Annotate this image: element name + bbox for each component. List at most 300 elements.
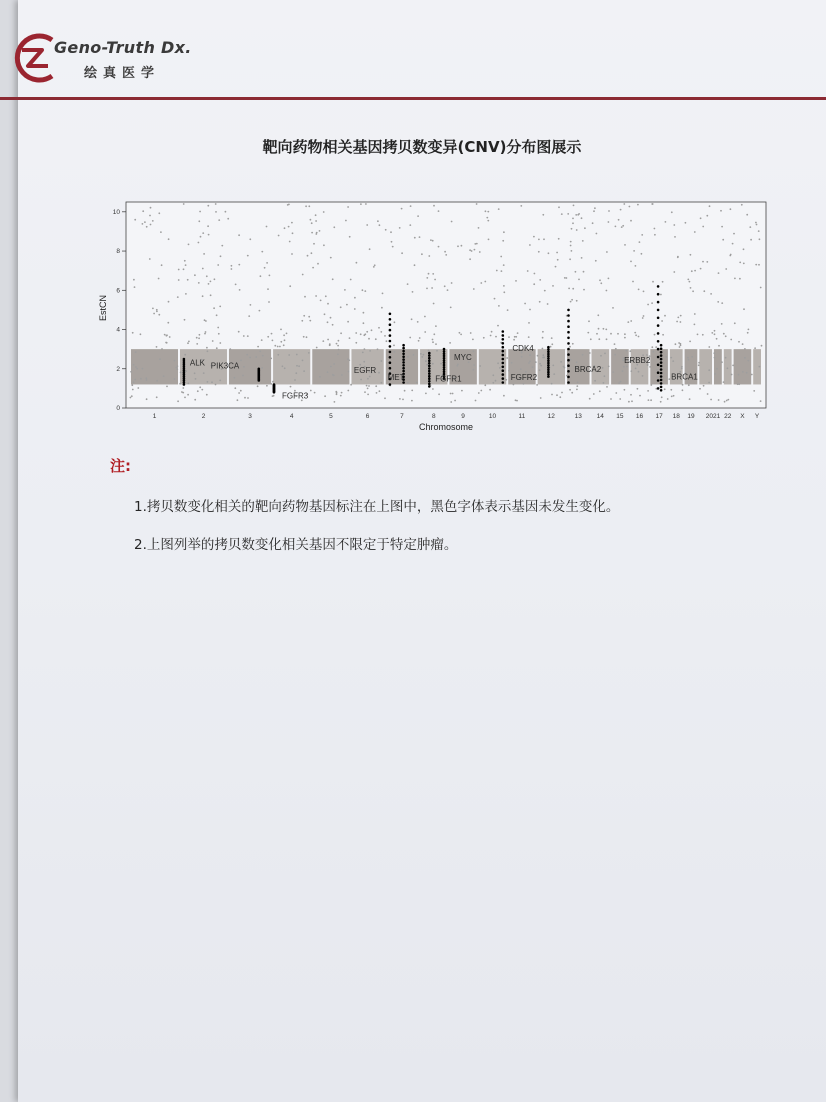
background-point: [703, 385, 705, 387]
background-point: [201, 389, 203, 391]
background-point: [694, 324, 696, 326]
background-point: [734, 278, 736, 280]
background-point: [608, 221, 610, 223]
background-point: [259, 351, 261, 353]
background-point: [664, 315, 666, 317]
cnv-scatter-plot: [80, 190, 770, 440]
background-point: [368, 385, 370, 387]
gene-point: [567, 376, 570, 379]
background-point: [130, 371, 132, 373]
background-point: [312, 267, 314, 269]
background-point: [239, 289, 241, 291]
gene-point: [567, 381, 570, 384]
background-point: [146, 226, 148, 228]
background-point: [476, 243, 478, 245]
gene-point: [502, 334, 505, 337]
background-point: [692, 290, 694, 292]
background-point: [135, 366, 137, 368]
background-point: [196, 337, 198, 339]
background-point: [709, 205, 711, 207]
background-point: [420, 353, 422, 355]
background-point: [679, 346, 681, 348]
background-point: [551, 343, 553, 345]
background-point: [218, 333, 220, 335]
background-point: [478, 392, 480, 394]
background-point: [203, 372, 205, 374]
background-point: [675, 343, 677, 345]
background-point: [261, 367, 263, 369]
background-point: [296, 365, 298, 367]
background-point: [411, 390, 413, 392]
x-tick-label: 4: [289, 413, 294, 420]
background-point: [677, 256, 679, 258]
background-point: [702, 334, 704, 336]
gene-label: MYC: [454, 352, 472, 362]
background-point: [487, 220, 489, 222]
background-point: [743, 308, 745, 310]
background-point: [399, 227, 401, 229]
gene-point: [657, 356, 660, 359]
background-point: [489, 389, 491, 391]
background-point: [380, 331, 382, 333]
background-point: [303, 370, 305, 372]
background-point: [652, 281, 654, 283]
background-point: [723, 381, 725, 383]
background-point: [761, 345, 763, 347]
background-point: [257, 385, 259, 387]
background-point: [702, 226, 704, 228]
background-point: [428, 255, 430, 257]
background-point: [542, 337, 544, 339]
background-point: [218, 219, 220, 221]
background-point: [507, 309, 509, 311]
background-point: [475, 400, 477, 402]
background-point: [751, 374, 753, 376]
background-point: [714, 357, 716, 359]
gene-point: [567, 364, 570, 367]
background-point: [146, 379, 148, 381]
background-point: [262, 355, 264, 357]
gene-point: [389, 367, 392, 370]
background-point: [332, 324, 334, 326]
gene-point: [657, 364, 660, 367]
background-point: [592, 222, 594, 224]
background-point: [301, 320, 303, 322]
background-point: [418, 340, 420, 342]
background-point: [730, 339, 732, 341]
background-point: [583, 271, 585, 273]
background-point: [700, 217, 702, 219]
background-point: [626, 366, 628, 368]
gene-point: [402, 347, 405, 350]
background-point: [210, 294, 212, 296]
background-point: [267, 288, 269, 290]
background-point: [661, 320, 663, 322]
background-point: [660, 401, 662, 403]
gene-point: [567, 359, 570, 362]
x-tick-label: 5: [329, 413, 333, 420]
background-point: [273, 395, 275, 397]
background-point: [614, 343, 616, 345]
background-point: [424, 331, 426, 333]
background-point: [327, 339, 329, 341]
gene-point: [258, 368, 261, 371]
background-point: [691, 356, 693, 358]
background-point: [503, 231, 505, 233]
background-point: [556, 252, 558, 254]
gene-point: [402, 364, 405, 367]
background-point: [393, 345, 395, 347]
background-point: [158, 314, 160, 316]
background-point: [488, 239, 490, 241]
background-point: [567, 213, 569, 215]
background-point: [670, 389, 672, 391]
background-point: [582, 354, 584, 356]
background-point: [277, 354, 279, 356]
background-point: [379, 390, 381, 392]
chromosome-band: [650, 349, 668, 384]
x-tick-label: 12: [547, 413, 555, 420]
background-point: [548, 252, 550, 254]
background-point: [539, 363, 541, 365]
background-point: [680, 315, 682, 317]
background-point: [602, 367, 604, 369]
background-point: [478, 227, 480, 229]
gene-point: [402, 350, 405, 353]
background-point: [246, 354, 248, 356]
background-point: [628, 401, 630, 403]
background-point: [743, 248, 745, 250]
background-point: [624, 337, 626, 339]
background-point: [250, 304, 252, 306]
background-point: [732, 243, 734, 245]
background-point: [433, 333, 435, 335]
background-point: [271, 333, 273, 335]
background-point: [345, 220, 347, 222]
background-point: [533, 283, 535, 285]
background-point: [461, 245, 463, 247]
gene-point: [657, 324, 660, 327]
background-point: [697, 334, 699, 336]
background-point: [320, 300, 322, 302]
background-point: [367, 394, 369, 396]
background-point: [272, 340, 274, 342]
background-point: [710, 293, 712, 295]
background-point: [183, 203, 185, 205]
background-point: [569, 346, 571, 348]
background-point: [375, 338, 377, 340]
x-tick-label: 10: [488, 413, 497, 420]
background-point: [298, 365, 300, 367]
background-point: [732, 365, 734, 367]
background-point: [614, 354, 616, 356]
background-point: [725, 268, 727, 270]
background-point: [469, 258, 471, 260]
background-point: [221, 245, 223, 247]
background-point: [363, 322, 365, 324]
background-point: [744, 348, 746, 350]
background-point: [515, 336, 517, 338]
background-point: [698, 364, 700, 366]
chromosome-band: [699, 349, 712, 384]
background-point: [426, 288, 428, 290]
background-point: [327, 371, 329, 373]
background-point: [327, 321, 329, 323]
x-tick-label: 16: [635, 413, 644, 420]
background-point: [627, 321, 629, 323]
background-point: [261, 339, 263, 341]
background-point: [364, 348, 366, 350]
background-point: [662, 281, 664, 283]
background-point: [348, 359, 350, 361]
background-point: [529, 354, 531, 356]
gene-label: MET: [387, 372, 405, 382]
background-point: [204, 319, 206, 321]
background-point: [434, 279, 436, 281]
background-point: [362, 289, 364, 291]
background-point: [503, 285, 505, 287]
background-point: [551, 337, 553, 339]
background-point: [349, 337, 351, 339]
gene-point: [567, 320, 570, 323]
background-point: [261, 251, 263, 253]
background-point: [184, 354, 186, 356]
background-point: [688, 384, 690, 386]
background-point: [521, 356, 523, 358]
background-point: [654, 228, 656, 230]
background-point: [187, 342, 189, 344]
background-point: [635, 334, 637, 336]
background-point: [207, 381, 209, 383]
background-point: [166, 335, 168, 337]
background-point: [333, 363, 335, 365]
background-point: [161, 264, 163, 266]
chromosome-band: [734, 349, 752, 384]
background-point: [163, 375, 165, 377]
background-point: [381, 307, 383, 309]
background-point: [336, 393, 338, 395]
background-point: [490, 335, 492, 337]
background-point: [132, 389, 134, 391]
chromosome-band: [631, 349, 649, 384]
background-point: [698, 362, 700, 364]
background-point: [637, 388, 639, 390]
background-point: [153, 313, 155, 315]
background-point: [364, 391, 366, 393]
gene-point: [443, 350, 446, 353]
background-point: [750, 239, 752, 241]
background-point: [238, 234, 240, 236]
background-point: [689, 341, 691, 343]
gene-point: [547, 350, 550, 353]
background-point: [570, 245, 572, 247]
gene-point: [547, 366, 550, 369]
background-point: [428, 350, 430, 352]
page-title: 靶向药物相关基因拷贝数变异(CNV)分布图展示: [262, 138, 582, 156]
background-point: [213, 307, 215, 309]
background-point: [604, 353, 606, 355]
background-point: [311, 222, 313, 224]
background-point: [450, 401, 452, 403]
background-point: [371, 329, 373, 331]
background-point: [428, 273, 430, 275]
background-point: [225, 211, 227, 213]
background-point: [336, 343, 338, 345]
background-point: [324, 395, 326, 397]
background-point: [506, 357, 508, 359]
background-point: [368, 338, 370, 340]
gene-point: [567, 314, 570, 317]
background-point: [681, 366, 683, 368]
background-point: [309, 320, 311, 322]
x-tick-label: 8: [431, 413, 436, 420]
background-point: [755, 222, 757, 224]
background-point: [286, 333, 288, 335]
gene-point: [273, 383, 276, 386]
brand-name-en: Geno-Truth Dx.: [54, 38, 192, 57]
background-point: [557, 259, 559, 261]
background-point: [185, 264, 187, 266]
background-point: [392, 246, 394, 248]
background-point: [606, 386, 608, 388]
background-point: [708, 382, 710, 384]
background-point: [152, 308, 154, 310]
x-tick-label: 1: [152, 413, 157, 420]
background-point: [515, 280, 517, 282]
background-point: [206, 394, 208, 396]
background-point: [341, 374, 343, 376]
background-point: [485, 210, 487, 212]
background-point: [670, 357, 672, 359]
background-point: [600, 282, 602, 284]
background-point: [597, 314, 599, 316]
gene-point: [660, 386, 663, 389]
background-point: [373, 266, 375, 268]
background-point: [421, 253, 423, 255]
background-point: [566, 277, 568, 279]
background-point: [136, 368, 138, 370]
background-point: [142, 210, 144, 212]
background-point: [424, 316, 426, 318]
background-point: [238, 264, 240, 266]
background-point: [649, 366, 651, 368]
background-point: [133, 381, 135, 383]
background-point: [708, 346, 710, 348]
gene-point: [502, 330, 505, 333]
background-point: [560, 361, 562, 363]
background-point: [472, 339, 474, 341]
background-point: [593, 210, 595, 212]
gene-point: [657, 332, 660, 335]
background-point: [637, 204, 639, 206]
background-point: [435, 343, 437, 345]
background-point: [158, 212, 160, 214]
gene-point: [657, 285, 660, 288]
background-point: [149, 215, 151, 217]
background-point: [624, 333, 626, 335]
background-point: [438, 210, 440, 212]
background-point: [573, 205, 575, 207]
gene-point: [428, 354, 431, 357]
background-point: [217, 327, 219, 329]
background-point: [315, 295, 317, 297]
background-point: [333, 226, 335, 228]
background-point: [739, 262, 741, 264]
background-point: [681, 368, 683, 370]
background-point: [630, 220, 632, 222]
background-point: [215, 384, 217, 386]
background-point: [558, 206, 560, 208]
background-point: [308, 316, 310, 318]
background-point: [520, 368, 522, 370]
background-point: [570, 359, 572, 361]
background-point: [166, 342, 168, 344]
gene-label: ERBB2: [624, 355, 651, 365]
y-tick-label: 2: [116, 365, 120, 373]
background-point: [416, 382, 418, 384]
chromosome-band: [538, 349, 565, 384]
background-point: [308, 352, 310, 354]
background-point: [564, 277, 566, 279]
gene-label: BRCA1: [671, 372, 698, 382]
background-point: [432, 341, 434, 343]
background-point: [667, 398, 669, 400]
background-point: [367, 378, 369, 380]
background-point: [718, 399, 720, 401]
background-point: [595, 260, 597, 262]
background-point: [673, 271, 675, 273]
gene-point: [547, 364, 550, 367]
background-point: [539, 301, 541, 303]
gene-point: [567, 348, 570, 351]
background-point: [137, 387, 139, 389]
background-point: [394, 351, 396, 353]
background-point: [544, 290, 546, 292]
background-point: [234, 377, 236, 379]
background-point: [302, 360, 304, 362]
x-axis-title: Chromosome: [418, 422, 474, 432]
background-point: [365, 203, 367, 205]
background-point: [426, 277, 428, 279]
background-point: [340, 332, 342, 334]
background-point: [738, 341, 740, 343]
background-point: [758, 230, 760, 232]
background-point: [631, 400, 633, 402]
background-point: [606, 290, 608, 292]
chromosome-band: [714, 349, 722, 384]
chromosome-band: [611, 349, 629, 384]
background-point: [198, 282, 200, 284]
background-point: [497, 362, 499, 364]
background-point: [576, 385, 578, 387]
background-point: [726, 400, 728, 402]
background-point: [432, 240, 434, 242]
background-point: [731, 374, 733, 376]
background-point: [672, 360, 674, 362]
background-point: [175, 367, 177, 369]
background-point: [332, 278, 334, 280]
background-point: [334, 401, 336, 403]
background-point: [294, 379, 296, 381]
background-point: [166, 386, 168, 388]
gene-point: [657, 293, 660, 296]
background-point: [364, 333, 366, 335]
gene-point: [502, 354, 505, 357]
background-point: [158, 278, 160, 280]
background-point: [414, 264, 416, 266]
background-point: [747, 332, 749, 334]
background-point: [302, 274, 304, 276]
